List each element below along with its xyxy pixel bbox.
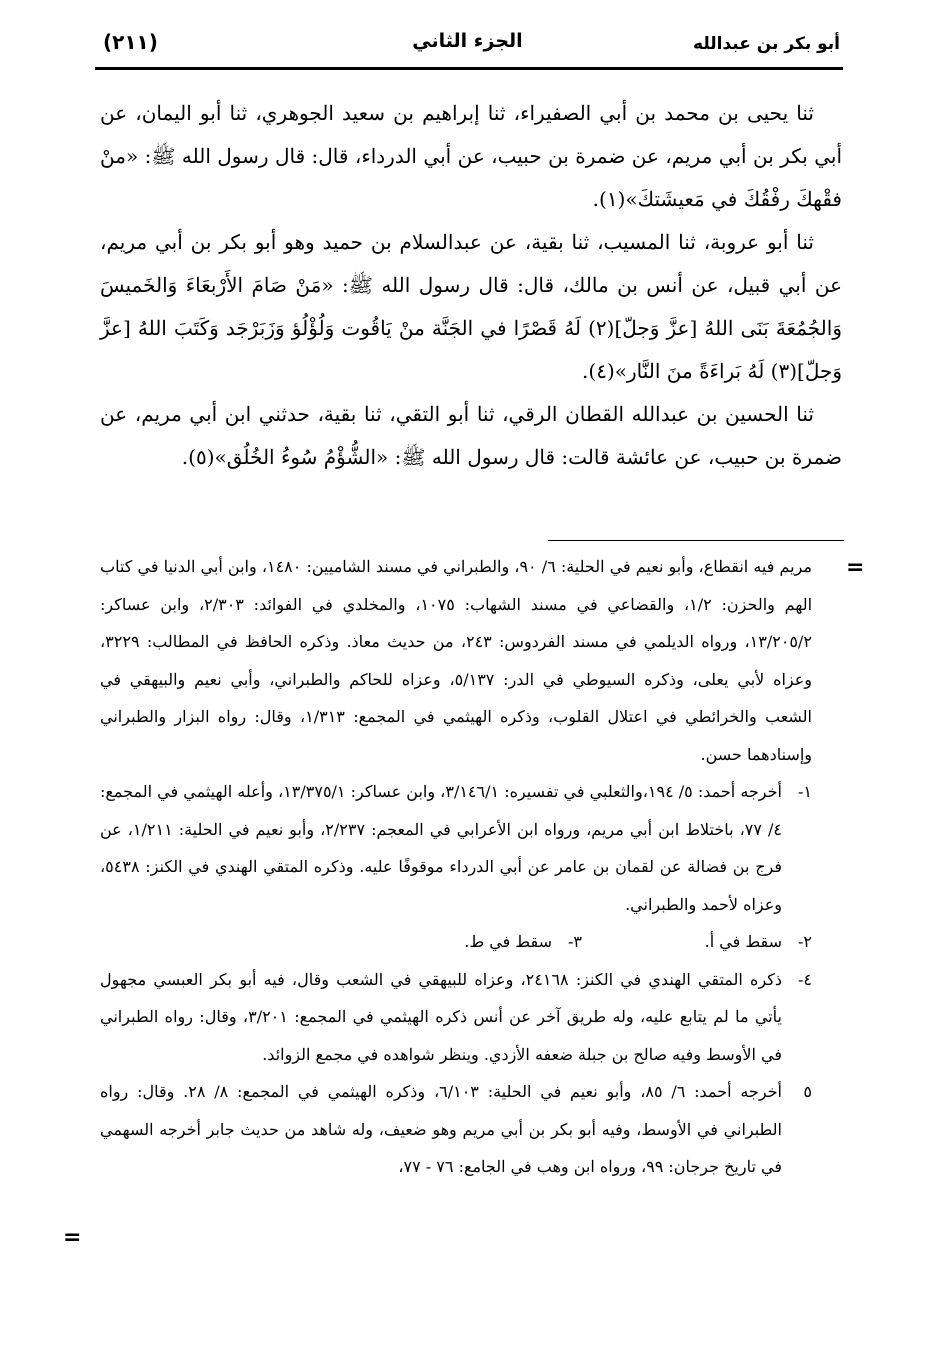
footnote-text: أخرجه أحمد: ٥/ ١٩٤،والثعلبي في تفسيره: ٣/١٤٦/١، وابن عساكر: ١٣/٣٧٥/١، وأعله الهيثمي في المجمع: ٤/ ٧٧، باختلاط ابن أبي مريم، ورواه ابن الأعرابي في المعجم: ٢/٢٣٧، وأبو نعيم في الحلية: ١/٢١١، عن فرج بن فضالة عن لقمان بن عامر عن أبي الدرداء موقوفًا عليه. وذكره المتقي الهندي في الكنز: ٥٤٣٨، وعزاه لأحمد والطبراني. bbox=[100, 782, 782, 914]
footnotes bbox=[100, 548, 812, 1186]
footnote-1 bbox=[100, 773, 812, 923]
footnote-text: سقط في ط. bbox=[464, 932, 552, 951]
page-number: (٢١١) bbox=[103, 30, 158, 54]
continuation-mark-bottom: = bbox=[63, 1225, 82, 1250]
footnote-number: ٢- bbox=[798, 932, 812, 951]
footnote-4 bbox=[100, 961, 812, 1074]
footnote-3 bbox=[252, 923, 582, 961]
footnote-text: سقط في أ. bbox=[704, 932, 782, 951]
footnote-2 bbox=[582, 923, 812, 961]
footnote-number: ١- bbox=[797, 782, 812, 801]
header-part: الجزء الثاني bbox=[412, 30, 523, 52]
footnote-number: ٥ bbox=[803, 1082, 812, 1101]
header-author: أبو بكر بن عبدالله bbox=[693, 34, 840, 54]
footnote-text: أخرجه أحمد: ٦/ ٨٥، وأبو نعيم في الحلية: ٦/١٠٣، وذكره الهيثمي في المجمع: ٨/ ٢٨. وقال: رواه الطبراني في الأوسط، وفيه أبو بكر بن أبي مريم وهو ضعيف، وله شاهد من حديث جابر أخرجه السهمي في تاريخ جرجان: ٩٩، ورواه ابن وهب في الجامع: ٧٦ - ٧٧، bbox=[100, 1082, 782, 1176]
footnote-text: ذكره المتقي الهندي في الكنز: ٢٤١٦٨، وعزاه للبيهقي في الشعب وقال، فيه أبو بكر العبسي مجهول يأتي ما لم يتابع عليه، وله طريق آخر عن أنس ذكره الهيثمي في المجمع: ٣/٢٠١، وقال: رواه الطبراني في الأوسط وفيه صالح بن جبلة ضعفه الأزدي. وينظر شواهده في مجمع الزوائد. bbox=[100, 969, 783, 1064]
paragraph-2: ثنا أبو عروبة، ثنا المسيب، ثنا بقية، عن عبدالسلام بن حميد وهو أبو بكر بن أبي مريم، عن أبي قبيل، عن أنس بن مالك، قال: قال رسول الله ﷺ: «مَنْ صَامَ الأَرْبعَاءَ وَالخَميسَ وَالجُمُعَةَ بَنَى اللهُ [عزَّ وَجلّ](٢) لَهُ قَصْرًا في الجَنَّة منْ يَاقُوت وَلُؤْلُؤ وَزَبَرْجَد وَكَتَبَ اللهُ [عزَّ وَجلّ](٣) لَهُ بَراءَةً منَ النَّار»(٤). bbox=[100, 230, 842, 383]
paragraph-1: ثنا يحيى بن محمد بن أبي الصفيراء، ثنا إبراهيم بن سعيد الجوهري، ثنا أبو اليمان، عن أبي بكر بن أبي مريم، عن ضمرة بن حبيب، عن أبي الدرداء، قال: قال رسول الله ﷺ: «منْ فقْهكَ رفْقُكَ في مَعيشَتكَ»(١). bbox=[100, 101, 843, 211]
footnote-number: ٤- bbox=[798, 969, 813, 989]
footnote-number: ٣- bbox=[568, 932, 582, 951]
main-text bbox=[100, 92, 842, 479]
paragraph-3: ثنا الحسين بن عبدالله القطان الرقي، ثنا أبو التقي، ثنا بقية، حدثني ابن أبي مريم، عن ضمرة بن حبيب، عن عائشة قالت: قال رسول الله ﷺ: «الشُّؤْمُ سُوءُ الخُلُق»(٥). bbox=[100, 402, 842, 469]
continuation-mark-top: = bbox=[846, 555, 865, 580]
running-header bbox=[95, 28, 840, 66]
footnote-divider bbox=[548, 540, 844, 541]
footnotes-2-3 bbox=[100, 923, 812, 961]
footnote-continued: مريم فيه انقطاع، وأبو نعيم في الحلية: ٦/ ٩٠، والطبراني في مسند الشاميين: ١٤٨٠، وابن أبي الدنيا في كتاب الهم والحزن: ١/٢، والقضاعي في مسند الشهاب: ١٠٧٥، والمخلدي في الفوائد: ٢/٣٠٣، وابن عساكر: ١٣/٢٠٥/٢، ورواه الديلمي في مسند الفردوس: ٢٤٣، من حديث معاذ. وذكره الحافظ في المطالب: ٣٢٢٩، وعزاه لأبي يعلى، وذكره السيوطي في الدر: ٥/١٣٧، وعزاه للحاكم والطبراني، وأبي نعيم والبيهقي في الشعب والخرائطي في اعتلال القلوب، وذكره الهيثمي في المجمع: ١/٣١٣، وقال: رواه البزار والطبراني وإسنادهما حسن. bbox=[100, 557, 813, 764]
footnote-5 bbox=[100, 1073, 812, 1186]
header-rule bbox=[95, 67, 843, 70]
